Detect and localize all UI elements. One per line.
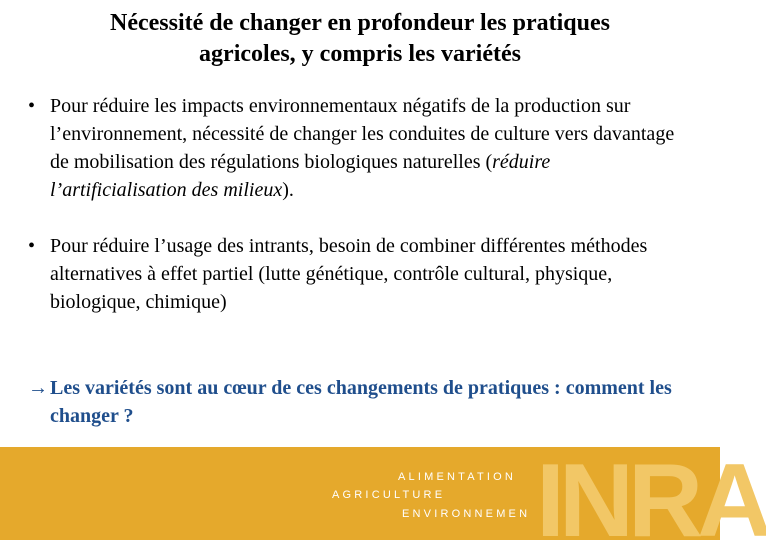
conclusion	[28, 374, 688, 430]
bullet-item-1	[28, 92, 688, 204]
bullet-1-italic: réduire l’artificialisation des milieux	[50, 151, 551, 201]
conclusion-text: Les variétés sont au cœur de ces changements de pratiques : comment les changer ?	[50, 377, 672, 427]
footer-tagline-1: ALIMENTATION	[398, 471, 517, 483]
title-line-1: Nécessité de changer en profondeur les pratiques	[110, 10, 610, 36]
bullet-list	[28, 92, 688, 316]
arrow-right-icon: →	[28, 377, 48, 399]
bullet-item-2	[28, 232, 688, 316]
inra-logo: INRA	[536, 443, 766, 559]
bullet-1-text-a: Pour réduire les impacts environnementaux négatifs de la production sur l’environnement, nécessité de changer les conduites de culture vers davantage de mobilisation des régulations biologiques naturelles (	[50, 95, 675, 173]
bullet-marker: •	[28, 235, 36, 257]
slide-title	[40, 8, 680, 70]
bullet-marker: •	[28, 95, 36, 117]
bullet-text-2: Pour réduire l’usage des intrants, besoin de combiner différentes méthodes alternatives à effet partiel (lutte génétique, contrôle cultural, physique, biologique, chimique)	[50, 235, 648, 313]
footer-banner	[0, 443, 766, 559]
footer-tagline-2: AGRICULTURE	[332, 489, 446, 501]
footer-tagline-3: ENVIRONNEMEN	[402, 508, 531, 520]
title-line-2: agricoles, y compris les variétés	[199, 41, 521, 67]
bullet-1-text-b: ).	[282, 179, 294, 201]
bullet-text-1	[50, 92, 688, 204]
